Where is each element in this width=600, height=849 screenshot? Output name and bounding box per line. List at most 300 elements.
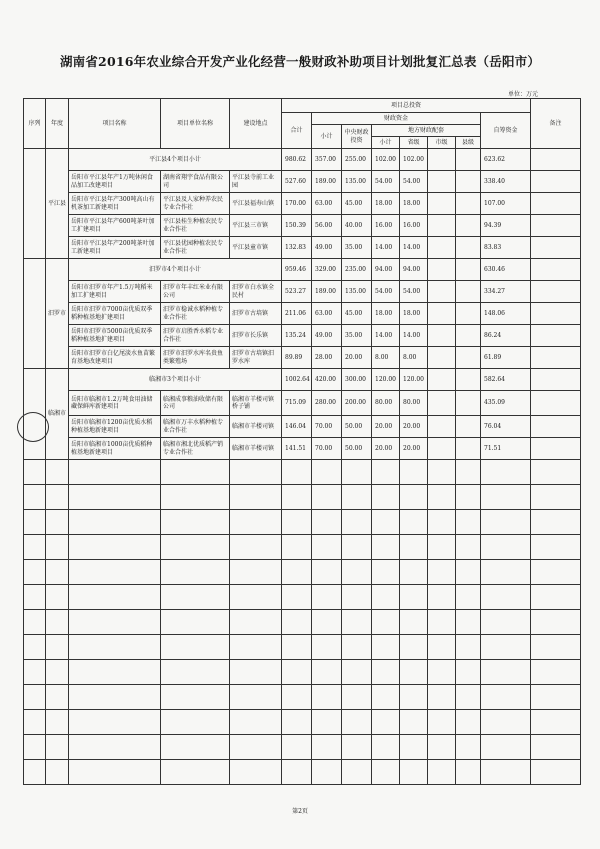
- empty-cell: [282, 635, 312, 660]
- empty-cell: [282, 710, 312, 735]
- empty-cell: [456, 510, 481, 535]
- unit-label: 单位：万元: [507, 91, 538, 98]
- city-cell: [428, 438, 456, 460]
- empty-cell: [161, 535, 230, 560]
- empty-cell: [24, 760, 46, 785]
- empty-cell: [531, 685, 581, 710]
- empty-cell: [428, 635, 456, 660]
- subtotal-cell: 280.00: [312, 391, 342, 416]
- empty-cell: [312, 585, 342, 610]
- summary-province: 120.00: [400, 369, 428, 391]
- project-name-cell: 岳阳市临湘市1.2万吨食用油储藏保鲜库新建项目: [69, 391, 161, 416]
- empty-cell: [69, 510, 161, 535]
- local-subtotal-cell: 20.00: [372, 416, 400, 438]
- unit-name-cell: 汨罗市年丰红米业有限公司: [161, 281, 230, 303]
- self-raised-cell: 86.24: [481, 325, 531, 347]
- location-cell: 临湘市羊楼司镇: [230, 438, 282, 460]
- province-cell: 18.00: [400, 303, 428, 325]
- location-cell: 临湘市羊楼司镇: [230, 416, 282, 438]
- county-fund-cell: [456, 325, 481, 347]
- total-cell: 527.60: [282, 171, 312, 193]
- empty-cell: [69, 560, 161, 585]
- central-cell: 45.00: [342, 193, 372, 215]
- city-cell: [428, 347, 456, 369]
- empty-cell: [230, 635, 282, 660]
- table-row: [24, 237, 581, 259]
- summary-county-fund: [456, 369, 481, 391]
- empty-cell: [456, 560, 481, 585]
- empty-cell: [69, 660, 161, 685]
- total-cell: 211.06: [282, 303, 312, 325]
- empty-cell: [230, 610, 282, 635]
- location-cell: 临湘市羊楼司镇桥子铺: [230, 391, 282, 416]
- empty-cell: [24, 685, 46, 710]
- header-subtotal: 小计: [312, 125, 342, 149]
- province-cell: 80.00: [400, 391, 428, 416]
- unit-name-cell: 平江县优园种植农民专业合作社: [161, 237, 230, 259]
- page-number: 第2页: [292, 808, 308, 815]
- empty-cell: [161, 560, 230, 585]
- empty-cell: [282, 610, 312, 635]
- empty-cell: [481, 560, 531, 585]
- summary-central: 235.00: [342, 259, 372, 281]
- empty-cell: [531, 535, 581, 560]
- empty-cell: [400, 610, 428, 635]
- city-cell: [428, 193, 456, 215]
- summary-total: 1002.64: [282, 369, 312, 391]
- summary-city: [428, 149, 456, 171]
- empty-cell: [456, 460, 481, 485]
- empty-cell: [24, 485, 46, 510]
- local-subtotal-cell: 20.00: [372, 438, 400, 460]
- province-cell: 54.00: [400, 281, 428, 303]
- empty-row: [24, 510, 581, 535]
- header-total-investment: 项目总投资: [282, 99, 531, 113]
- empty-cell: [342, 560, 372, 585]
- remarks-cell: [531, 369, 581, 391]
- empty-cell: [372, 685, 400, 710]
- empty-row: [24, 710, 581, 735]
- subtotal-cell: 189.00: [312, 171, 342, 193]
- city-cell: [428, 303, 456, 325]
- empty-cell: [230, 535, 282, 560]
- empty-cell: [161, 485, 230, 510]
- group-summary-row: [24, 259, 581, 281]
- empty-cell: [531, 560, 581, 585]
- empty-cell: [456, 635, 481, 660]
- empty-cell: [24, 660, 46, 685]
- document-title: 湖南省2016年农业综合开发产业化经营一般财政补助项目计划批复汇总表（岳阳市）: [59, 54, 541, 69]
- central-cell: 40.00: [342, 215, 372, 237]
- empty-row: [24, 460, 581, 485]
- empty-cell: [282, 510, 312, 535]
- self-raised-cell: 71.51: [481, 438, 531, 460]
- city-cell: [428, 416, 456, 438]
- empty-row: [24, 560, 581, 585]
- summary-city: [428, 369, 456, 391]
- empty-cell: [161, 710, 230, 735]
- self-raised-cell: 83.83: [481, 237, 531, 259]
- summary-table: [23, 98, 581, 785]
- empty-cell: [428, 510, 456, 535]
- county-cell: 临湘市: [46, 369, 69, 460]
- summary-central: 300.00: [342, 369, 372, 391]
- project-name-cell: 岳阳市平江县年产200吨茶叶加工新建项目: [69, 237, 161, 259]
- empty-cell: [481, 710, 531, 735]
- city-cell: [428, 237, 456, 259]
- empty-cell: [161, 510, 230, 535]
- project-name-cell: 岳阳市平江县年产300吨高山有机茶加工新建项目: [69, 193, 161, 215]
- county-fund-cell: [456, 391, 481, 416]
- local-subtotal-cell: 14.00: [372, 325, 400, 347]
- empty-cell: [342, 660, 372, 685]
- empty-cell: [456, 585, 481, 610]
- location-cell: 平江县三市镇: [230, 215, 282, 237]
- empty-cell: [312, 610, 342, 635]
- empty-cell: [531, 760, 581, 785]
- empty-cell: [342, 760, 372, 785]
- subtotal-cell: 49.00: [312, 237, 342, 259]
- empty-cell: [456, 760, 481, 785]
- county-cell: 平江县: [46, 149, 69, 259]
- empty-cell: [312, 560, 342, 585]
- city-cell: [428, 391, 456, 416]
- empty-cell: [230, 710, 282, 735]
- location-cell: 汨罗市长乐镇: [230, 325, 282, 347]
- county-fund-cell: [456, 237, 481, 259]
- empty-cell: [161, 685, 230, 710]
- remarks-cell: [531, 438, 581, 460]
- remarks-cell: [531, 237, 581, 259]
- empty-cell: [24, 510, 46, 535]
- empty-cell: [24, 585, 46, 610]
- location-cell: 平江县福寿山镇: [230, 193, 282, 215]
- project-name-cell: 岳阳市汨罗市白亿尾淡水鱼苗繁育基地改建项目: [69, 347, 161, 369]
- empty-cell: [400, 735, 428, 760]
- summary-county-fund: [456, 149, 481, 171]
- empty-cell: [46, 510, 69, 535]
- unit-name-cell: 汨罗市启胜香水稻专业合作社: [161, 325, 230, 347]
- summary-self-raised: 630.46: [481, 259, 531, 281]
- county-fund-cell: [456, 281, 481, 303]
- empty-cell: [282, 685, 312, 710]
- subtotal-cell: 56.00: [312, 215, 342, 237]
- empty-cell: [342, 535, 372, 560]
- empty-cell: [342, 685, 372, 710]
- empty-cell: [372, 485, 400, 510]
- summary-subtotal: 329.00: [312, 259, 342, 281]
- self-raised-cell: 334.27: [481, 281, 531, 303]
- table-row: [24, 215, 581, 237]
- city-cell: [428, 281, 456, 303]
- empty-cell: [400, 635, 428, 660]
- province-cell: 16.00: [400, 215, 428, 237]
- total-cell: 523.27: [282, 281, 312, 303]
- county-fund-cell: [456, 438, 481, 460]
- table-row: [24, 193, 581, 215]
- empty-cell: [400, 535, 428, 560]
- table-row: [24, 325, 581, 347]
- remarks-cell: [531, 193, 581, 215]
- subtotal-cell: 70.00: [312, 438, 342, 460]
- header-total: 合计: [282, 113, 312, 149]
- self-raised-cell: 148.06: [481, 303, 531, 325]
- summary-local-subtotal: 102.00: [372, 149, 400, 171]
- remarks-cell: [531, 171, 581, 193]
- empty-cell: [481, 460, 531, 485]
- stamp-mark: [17, 412, 49, 442]
- county-cell: 汨罗市: [46, 259, 69, 369]
- central-cell: 35.00: [342, 325, 372, 347]
- empty-cell: [69, 685, 161, 710]
- empty-cell: [230, 585, 282, 610]
- seq-cell: [24, 149, 46, 259]
- empty-cell: [428, 585, 456, 610]
- empty-cell: [531, 710, 581, 735]
- remarks-cell: [531, 347, 581, 369]
- empty-cell: [282, 760, 312, 785]
- empty-cell: [312, 685, 342, 710]
- subtotal-cell: 70.00: [312, 416, 342, 438]
- central-cell: 35.00: [342, 237, 372, 259]
- group-summary-label: 临湘市3个项目小计: [69, 369, 282, 391]
- central-cell: 50.00: [342, 438, 372, 460]
- summary-subtotal: 357.00: [312, 149, 342, 171]
- empty-cell: [456, 485, 481, 510]
- empty-row: [24, 535, 581, 560]
- empty-cell: [428, 660, 456, 685]
- empty-row: [24, 635, 581, 660]
- empty-cell: [456, 710, 481, 735]
- subtotal-cell: 63.00: [312, 303, 342, 325]
- city-cell: [428, 215, 456, 237]
- county-fund-cell: [456, 171, 481, 193]
- header-central: 中央财政投资: [342, 125, 372, 149]
- empty-cell: [481, 610, 531, 635]
- self-raised-cell: 61.89: [481, 347, 531, 369]
- empty-cell: [282, 485, 312, 510]
- empty-cell: [282, 460, 312, 485]
- local-subtotal-cell: 54.00: [372, 281, 400, 303]
- table-row: [24, 171, 581, 193]
- empty-cell: [46, 485, 69, 510]
- empty-cell: [46, 685, 69, 710]
- empty-cell: [342, 510, 372, 535]
- empty-cell: [531, 610, 581, 635]
- empty-cell: [24, 560, 46, 585]
- project-name-cell: 岳阳市汨罗市年产1.5万吨稻米加工扩建项目: [69, 281, 161, 303]
- total-cell: 141.51: [282, 438, 312, 460]
- empty-cell: [282, 560, 312, 585]
- empty-cell: [428, 610, 456, 635]
- empty-cell: [372, 660, 400, 685]
- province-cell: 8.00: [400, 347, 428, 369]
- empty-cell: [400, 660, 428, 685]
- location-cell: 平江县童市镇: [230, 237, 282, 259]
- empty-cell: [428, 735, 456, 760]
- remarks-cell: [531, 215, 581, 237]
- project-name-cell: 岳阳市临湘市1200亩优质水稻种植基地新建项目: [69, 416, 161, 438]
- summary-county-fund: [456, 259, 481, 281]
- subtotal-cell: 189.00: [312, 281, 342, 303]
- empty-cell: [46, 585, 69, 610]
- header-city: 市级: [428, 137, 456, 149]
- header-project-name: 项目名称: [69, 99, 161, 149]
- empty-row: [24, 485, 581, 510]
- empty-cell: [161, 635, 230, 660]
- empty-cell: [46, 735, 69, 760]
- summary-city: [428, 259, 456, 281]
- location-cell: 汨罗市白水镇全民村: [230, 281, 282, 303]
- header-local: 地方财政配套: [372, 125, 481, 137]
- empty-cell: [230, 660, 282, 685]
- total-cell: 715.09: [282, 391, 312, 416]
- table-row: [24, 347, 581, 369]
- empty-cell: [230, 760, 282, 785]
- total-cell: 146.04: [282, 416, 312, 438]
- empty-cell: [481, 535, 531, 560]
- central-cell: 20.00: [342, 347, 372, 369]
- unit-name-cell: 平江县及人家种养农民专业合作社: [161, 193, 230, 215]
- summary-local-subtotal: 120.00: [372, 369, 400, 391]
- local-subtotal-cell: 18.00: [372, 193, 400, 215]
- local-subtotal-cell: 18.00: [372, 303, 400, 325]
- empty-cell: [531, 635, 581, 660]
- table-row: [24, 416, 581, 438]
- empty-cell: [312, 760, 342, 785]
- table-row: [24, 303, 581, 325]
- empty-cell: [312, 485, 342, 510]
- unit-name-cell: 平江县桂生种植农民专业合作社: [161, 215, 230, 237]
- remarks-cell: [531, 259, 581, 281]
- total-cell: 170.00: [282, 193, 312, 215]
- header-remarks: 备注: [531, 99, 581, 149]
- group-summary-row: [24, 149, 581, 171]
- unit-name-cell: 汨罗市稳诚水稻种植专业合作社: [161, 303, 230, 325]
- empty-cell: [46, 710, 69, 735]
- self-raised-cell: 94.39: [481, 215, 531, 237]
- empty-cell: [46, 560, 69, 585]
- header-province: 省级: [400, 137, 428, 149]
- empty-cell: [400, 585, 428, 610]
- total-cell: 135.24: [282, 325, 312, 347]
- empty-cell: [46, 610, 69, 635]
- empty-cell: [531, 660, 581, 685]
- empty-cell: [161, 610, 230, 635]
- unit-name-cell: 汨罗市汨罗水库名贵鱼类繁殖场: [161, 347, 230, 369]
- empty-cell: [230, 685, 282, 710]
- group-summary-row: [24, 369, 581, 391]
- summary-total: 980.62: [282, 149, 312, 171]
- remarks-cell: [531, 303, 581, 325]
- empty-cell: [230, 735, 282, 760]
- local-subtotal-cell: 8.00: [372, 347, 400, 369]
- central-cell: 45.00: [342, 303, 372, 325]
- summary-local-subtotal: 94.00: [372, 259, 400, 281]
- summary-central: 255.00: [342, 149, 372, 171]
- header-year: 年度: [46, 99, 69, 149]
- empty-cell: [531, 735, 581, 760]
- central-cell: 135.00: [342, 281, 372, 303]
- summary-subtotal: 420.00: [312, 369, 342, 391]
- empty-cell: [230, 485, 282, 510]
- summary-province: 102.00: [400, 149, 428, 171]
- empty-cell: [312, 460, 342, 485]
- county-fund-cell: [456, 416, 481, 438]
- local-subtotal-cell: 54.00: [372, 171, 400, 193]
- header-unit-name: 项目单位名称: [161, 99, 230, 149]
- local-subtotal-cell: 80.00: [372, 391, 400, 416]
- self-raised-cell: 107.00: [481, 193, 531, 215]
- empty-cell: [161, 760, 230, 785]
- empty-cell: [24, 610, 46, 635]
- empty-row: [24, 685, 581, 710]
- empty-row: [24, 760, 581, 785]
- empty-row: [24, 735, 581, 760]
- county-fund-cell: [456, 303, 481, 325]
- empty-cell: [24, 710, 46, 735]
- empty-cell: [372, 735, 400, 760]
- empty-cell: [531, 585, 581, 610]
- empty-cell: [230, 510, 282, 535]
- project-name-cell: 岳阳市平江县年产1万吨休闲食品加工改建项目: [69, 171, 161, 193]
- empty-cell: [69, 535, 161, 560]
- empty-cell: [69, 760, 161, 785]
- province-cell: 18.00: [400, 193, 428, 215]
- table-row: [24, 281, 581, 303]
- empty-cell: [312, 660, 342, 685]
- empty-cell: [400, 685, 428, 710]
- empty-cell: [372, 760, 400, 785]
- header-fiscal-funds: 财政资金: [312, 113, 481, 125]
- empty-cell: [342, 710, 372, 735]
- location-cell: 汨罗市古培镇汨罗水库: [230, 347, 282, 369]
- remarks-cell: [531, 281, 581, 303]
- empty-cell: [69, 610, 161, 635]
- empty-cell: [24, 535, 46, 560]
- empty-cell: [400, 510, 428, 535]
- empty-cell: [69, 585, 161, 610]
- empty-row: [24, 585, 581, 610]
- empty-cell: [342, 735, 372, 760]
- empty-cell: [400, 485, 428, 510]
- local-subtotal-cell: 16.00: [372, 215, 400, 237]
- total-cell: 132.83: [282, 237, 312, 259]
- empty-cell: [456, 685, 481, 710]
- empty-cell: [161, 460, 230, 485]
- remarks-cell: [531, 416, 581, 438]
- empty-cell: [428, 760, 456, 785]
- empty-cell: [282, 735, 312, 760]
- summary-self-raised: 623.62: [481, 149, 531, 171]
- empty-cell: [342, 485, 372, 510]
- province-cell: 14.00: [400, 325, 428, 347]
- empty-cell: [372, 535, 400, 560]
- unit-name-cell: 临湘市湘北优质稻产销专业合作社: [161, 438, 230, 460]
- empty-cell: [312, 510, 342, 535]
- empty-cell: [372, 510, 400, 535]
- total-cell: 150.39: [282, 215, 312, 237]
- empty-cell: [400, 560, 428, 585]
- province-cell: 54.00: [400, 171, 428, 193]
- empty-cell: [372, 560, 400, 585]
- empty-cell: [46, 535, 69, 560]
- remarks-cell: [531, 149, 581, 171]
- summary-total: 959.46: [282, 259, 312, 281]
- empty-cell: [428, 560, 456, 585]
- header-self-raised: 自筹资金: [481, 113, 531, 149]
- empty-cell: [69, 635, 161, 660]
